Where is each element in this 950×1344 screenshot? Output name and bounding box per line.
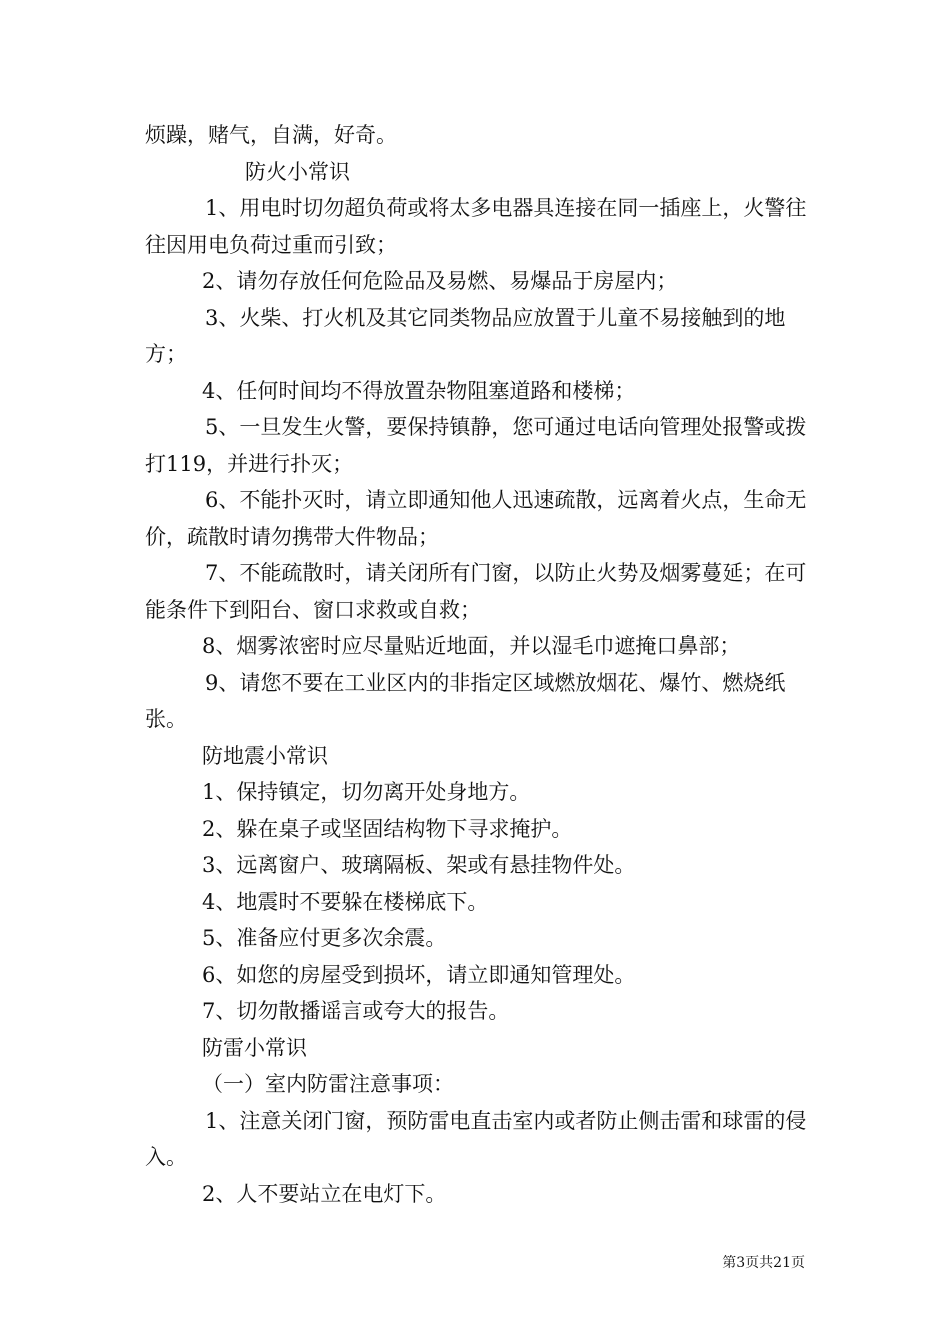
fire-item-5: 5、一旦发生火警，要保持镇静，您可通过电话向管理处报警或拨打119，并进行扑灭；: [145, 415, 807, 476]
earthquake-item-3: 3、远离窗户、玻璃隔板、架或有悬挂物件处。: [202, 853, 636, 877]
fire-item-8: 8、烟雾浓密时应尽量贴近地面，并以湿毛巾遮掩口鼻部；: [202, 634, 741, 658]
earthquake-item-2: 2、躲在桌子或坚固结构物下寻求掩护。: [202, 816, 573, 841]
fire-item-9: 9、请您不要在工业区内的非指定区域燃放烟花、爆竹、燃烧纸张。: [145, 670, 786, 731]
subsection-title-indoor: （一）室内防雷注意事项：: [202, 1072, 454, 1096]
earthquake-item-6: 6、如您的房屋受到损坏，请立即通知管理处。: [202, 962, 636, 987]
earthquake-item-7: 7、切勿散播谣言或夸大的报告。: [202, 999, 510, 1023]
fire-item-2: 2、请勿存放任何危险品及易燃、易爆品于房屋内；: [202, 269, 678, 293]
earthquake-item-4: 4、地震时不要躲在楼梯底下。: [202, 889, 489, 914]
fire-item-4: 4、任何时间均不得放置杂物阻塞道路和楼梯；: [202, 378, 636, 403]
lightning-item-1: 1、注意关闭门窗，预防雷电直击室内或者防止侧击雷和球雷的侵入。: [145, 1108, 807, 1169]
fire-item-3: 3、火柴、打火机及其它同类物品应放置于儿童不易接触到的地方；: [145, 305, 786, 366]
section-title-lightning: 防雷小常识: [202, 1035, 307, 1060]
section-title-earthquake: 防地震小常识: [202, 743, 328, 768]
page-number: 第3页共21页: [722, 1255, 805, 1271]
lightning-item-2: 2、人不要站立在电灯下。: [202, 1181, 447, 1206]
paragraph-continuation: 烦躁，赌气，自满，好奇。: [145, 123, 397, 147]
document-body: [145, 117, 815, 1212]
earthquake-item-1: 1、保持镇定，切勿离开处身地方。: [202, 780, 531, 804]
earthquake-item-5: 5、准备应付更多次余震。: [202, 926, 447, 950]
fire-item-7: 7、不能疏散时，请关闭所有门窗，以防止火势及烟雾蔓延；在可能条件下到阳台、窗口求救或自救；: [145, 561, 807, 622]
fire-item-6: 6、不能扑灭时，请立即通知他人迅速疏散，远离着火点，生命无价，疏散时请勿携带大件物品；: [145, 488, 807, 549]
section-title-fire: 防火小常识: [245, 159, 350, 184]
fire-item-1: 1、用电时切勿超负荷或将太多电器具连接在同一插座上，火警往往因用电负荷过重而引致；: [145, 196, 807, 257]
